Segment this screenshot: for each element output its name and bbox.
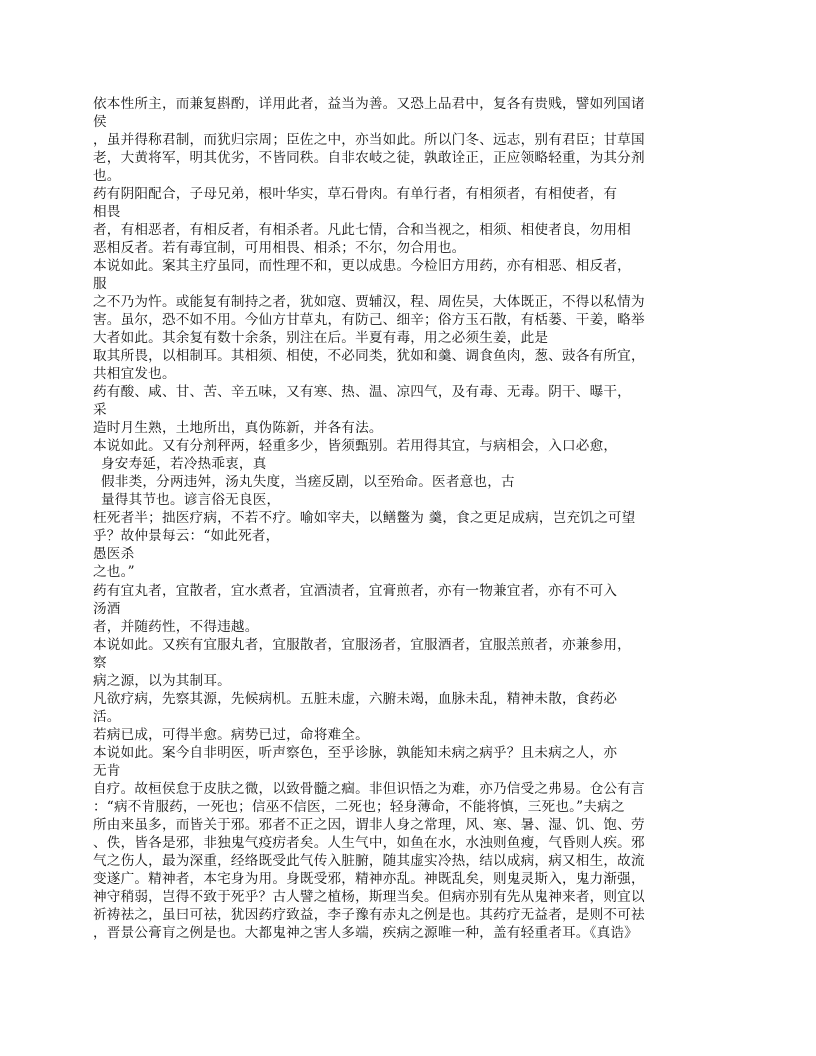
text-line: 本说如此。又有分剂秤两，轻重多少，皆须甄别。若用得其宜，与病相会，入口必愈， [93,438,618,454]
text-line: 愚医杀 [93,546,135,562]
text-line: 之也。” [93,564,135,580]
text-line: 量得其节也。谚言俗无良医， [101,492,281,508]
text-line: 老，大黄将军，明其优劣，不皆同秩。自非农岐之徒，孰敢诠正，正应领略轻重，为其分剂 [93,150,645,166]
text-line: 自疗。故桓侯怠于皮肤之微，以致骨髓之痼。非但识悟之为难，亦乃信受之弗易。仓公有言 [93,781,645,797]
text-line: ，虽并得称君制，而犹归宗周；臣佐之中，亦当如此。所以门冬、远志，别有君臣；甘草国 [93,132,645,148]
text-line: 身安寿延，若冷热乖衷，真 [101,456,267,472]
text-line: 大者如此。其余复有数十余条，别注在后。半夏有毒，用之必须生姜，此是 [93,330,549,346]
text-line: 变遂广。精神者，本宅身为用。身既受邪，精神亦乱。神既乱矣，则鬼灵斯入，鬼力渐强， [93,871,645,887]
text-line: 本说如此。又疾有宜服丸者，宜服散者，宜服汤者，宜服酒者，宜服羔煎者，亦兼参用， [93,637,631,653]
text-line: 取其所畏，以相制耳。其相须、相使，不必同类，犹如和羹、调食鱼肉，葱、豉各有所宜， [93,348,645,364]
text-line: 察 [93,655,107,671]
text-line: 凡欲疗病，先察其源，先候病机。五脏未虚，六腑未竭，血脉未乱，精神未散，食药必 [93,691,618,707]
text-line: ：“病不肯服药，一死也；信巫不信医，二死也；轻身薄命，不能将慎，三死也。”夫病之 [93,799,625,815]
text-line: 共相宜发也。 [93,366,176,382]
text-line: 者，有相恶者，有相反者，有相杀者。凡此七情，合和当视之，相须、相使者良，勿用相 [93,222,631,238]
text-line: 药有酸、咸、甘、苦、辛五味，又有寒、热、温、凉四气，及有毒、无毒。阴干、曝干， [93,384,631,400]
text-line: 药有阴阳配合，子母兄弟，根叶华实，草石骨肉。有单行者，有相须者，有相使者，有 [93,186,618,202]
text-line: 本说如此。案其主疗虽同，而性理不和，更以成患。今检旧方用药，亦有相恶、相反者， [93,258,631,274]
text-line: 相畏 [93,204,121,220]
text-line: 本说如此。案今自非明医，听声察色，至乎诊脉，孰能知未病之病乎？且未病之人，亦 [93,745,618,761]
text-line: 气之伤人，最为深重，经络既受此气传入脏腑，随其虚实冷热，结以成病，病又相生，故流 [93,853,645,869]
text-line: 神守稍弱，岂得不致于死乎？古人譬之植杨，斯理当矣。但病亦别有先从鬼神来者，则宜以 [93,889,645,905]
text-line: 、佚，皆各是邪，非独鬼气疫疠者矣。人生气中，如鱼在水，水浊则鱼瘦，气昏则人疾。邪 [93,835,645,851]
text-line: 汤酒 [93,601,121,617]
text-line: 若病已成，可得半愈。病势已过，命将难全。 [93,727,369,743]
text-line: 药有宜丸者，宜散者，宜水煮者，宜酒渍者，宜膏煎者，亦有一物兼宜者，亦有不可入 [93,583,618,599]
text-line: 活。 [93,709,121,725]
text-line: 病之源，以为其制耳。 [93,673,231,689]
text-line: 假非类，分两违舛，汤丸失度，当瘥反剧，以至殆命。医者意也，古 [101,474,515,490]
text-line: 采 [93,402,107,418]
text-line: 恶相反者。若有毒宜制，可用相畏、相杀；不尔，勿合用也。 [93,240,466,256]
text-line: 者，并随药性，不得违越。 [93,619,259,635]
text-line: ，晋景公膏肓之例是也。大都鬼神之害人多端，疾病之源唯一种，盖有轻重者耳。《真诰》 [93,925,638,941]
text-line: 侯 [93,114,107,130]
text-line: 所由来虽多，而皆关于邪。邪者不正之因，谓非人身之常理，风、寒、暑、湿、饥、饱、劳 [93,817,645,833]
text-line: 造时月生熟，土地所出，真伪陈新，并各有法。 [93,420,383,436]
text-line: 枉死者半；拙医疗病，不若不疗。喻如宰夫，以鳝鳖为 羹，食之更足成病，岂充饥之可望 [93,510,636,526]
text-line: 无肯 [93,763,121,779]
text-line: 之不乃为忤。或能复有制持之者，犹如寇、贾辅汉，程、周佐吴，大体既正，不得以私情为 [93,294,645,310]
text-line: 害。虽尔，恐不如不用。今仙方甘草丸，有防己、细辛；俗方玉石散，有栝蒌、干姜，略举 [93,312,645,328]
text-line: 依本性所主，而兼复斟酌，详用此者，益当为善。又恐上品君中，复各有贵贱，譬如列国诸 [93,96,645,112]
text-line: 乎？故仲景每云：“如此死者， [93,528,280,544]
text-line: 也。 [93,168,121,184]
text-line: 服 [93,276,107,292]
text-line: 祈祷祛之，虽曰可祛，犹因药疗致益，李子豫有赤丸之例是也。其药疗无益者，是则不可祛 [93,907,645,923]
